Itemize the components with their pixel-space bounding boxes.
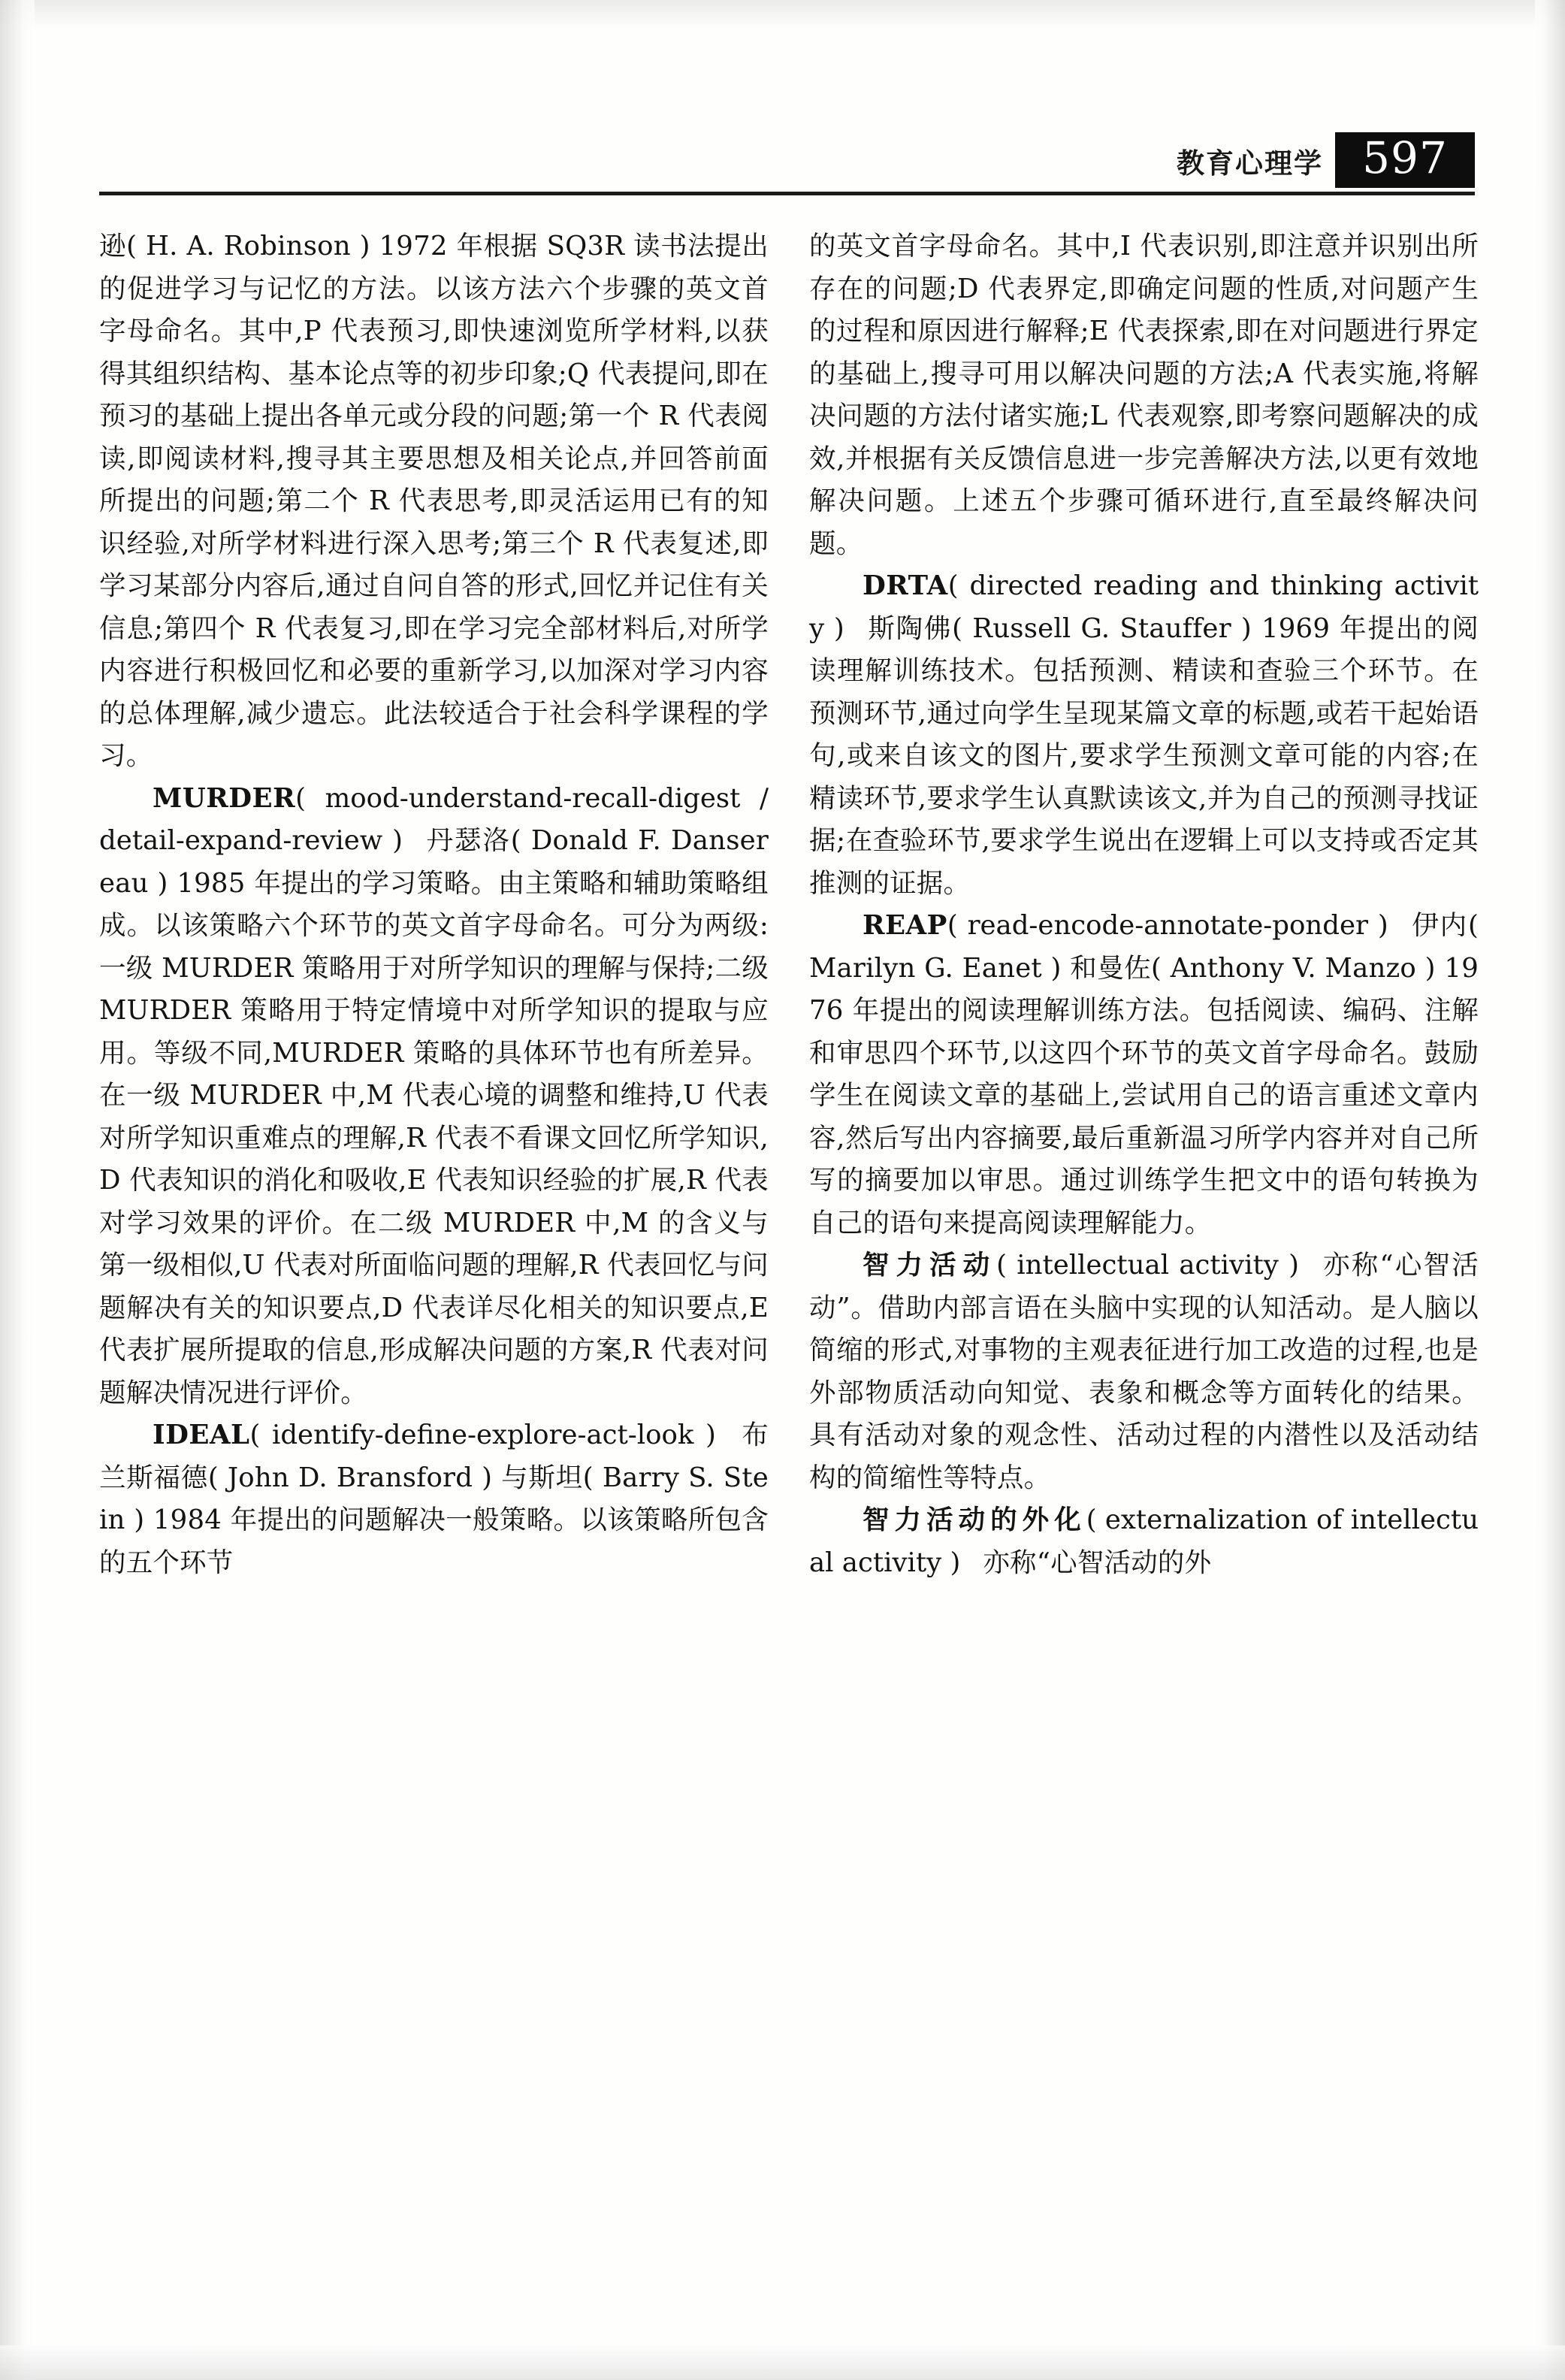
right-column: [809, 225, 1479, 1584]
entry-english-gloss: ( intellectual activity ): [996, 1250, 1299, 1281]
entry-definition-text: 布兰斯福德( John D. Bransford ) 与斯坦( Barry S. Stein ) 1984 年提出的问题解决一般策略。以该策略所包含的五个环节: [99, 1420, 769, 1578]
entry-headword: IDEAL: [153, 1420, 250, 1450]
body-columns: [99, 225, 1479, 1584]
dictionary-entry: [809, 905, 1479, 1244]
running-head-inner: [1177, 132, 1475, 188]
scan-edge-left: [0, 0, 35, 2380]
entry-headword: 智力活动: [863, 1250, 997, 1281]
entry-definition-text: 伊内( Marilyn G. Eanet ) 和曼佐( Anthony V. Manzo ) 1976 年提出的阅读理解训练方法。包括阅读、编码、注解和审思四个环节,以这四个环节的英文首字母命名。鼓励学生在阅读文章的基础上,尝试用自己的语言重述文章内容,然后写出内容摘要,最后重新温习所学内容并对自己所写的摘要加以审思。通过训练学生把文中的语句转换为自己的语句来提高阅读理解能力。: [809, 910, 1479, 1238]
entry-headword: REAP: [863, 910, 947, 941]
scan-edge-right: [1535, 0, 1565, 2380]
entry-headword: MURDER: [153, 782, 296, 814]
entry-definition-text: 斯陶佛( Russell G. Stauffer ) 1969 年提出的阅读理解训练技术。包括预测、精读和查验三个环节。在预测环节,通过向学生呈现某篇文章的标题,或若干起始语句,或来自该文的图片,要求学生预测文章可能的内容;在精读环节,要求学生认真默读该文,并为自己的预测寻找证据;在查验环节,要求学生说出在逻辑上可以支持或否定其推测的证据。: [809, 612, 1479, 899]
dictionary-entry: [99, 1414, 769, 1584]
entry-english-gloss: ( identify-define-explore-act-look ): [249, 1420, 716, 1450]
entry-english-gloss: ( read-encode-annotate-ponder ): [947, 910, 1388, 941]
page-number: 597: [1335, 132, 1475, 188]
entry-english-gloss: ( mood-understand-recall-digest / detail-expand-review ): [99, 782, 769, 856]
entry-headword: 智力活动的外化: [863, 1505, 1086, 1535]
entry-headword: DRTA: [863, 570, 948, 601]
dictionary-entry: [99, 778, 769, 1415]
entry-definition-text: 丹瑟洛( Donald F. Dansereau ) 1985 年提出的学习策略。由主策略和辅助策略组成。以该策略六个环节的英文首字母命名。可分为两级:一级 MURDER 策略用于对所学知识的理解与保持;二级 MURDER 策略用于特定情境中对所学知识的提取与应用。等级不同,MURDER 策略的具体环节也有所差异。在一级 MURDER 中,M 代表心境的调整和维持,U 代表对所学知识重难点的理解,R 代表不看课文回忆所学知识,D 代表知识的消化和吸收,E 代表知识经验的扩展,R 代表对学习效果的评价。在二级 MURDER 中,M 的含义与第一级相似,U 代表对所面临问题的理解,R 代表回忆与问题解决有关的知识要点,D 代表详尽化相关的知识要点,E 代表扩展所提取的信息,形成解决问题的方案,R 代表对问题解决情况进行评价。: [99, 825, 769, 1408]
entry-definition-text: 逊( H. A. Robinson ) 1972 年根据 SQ3R 读书法提出的促进学习与记忆的方法。以该方法六个步骤的英文首字母命名。其中,P 代表预习,即快速浏览所学材料,以获得其组织结构、基本论点等的初步印象;Q 代表提问,即在预习的基础上提出各单元或分段的问题;第一个 R 代表阅读,即阅读材料,搜寻其主要思想及相关论点,并回答前面所提出的问题;第二个 R 代表思考,即灵活运用已有的知识经验,对所学材料进行深入思考;第三个 R 代表复述,即学习某部分内容后,通过自问自答的形式,回忆并记住有关信息;第四个 R 代表复习,即在学习完全部材料后,对所学内容进行积极回忆和必要的重新学习,以加深对学习内容的总体理解,减少遗忘。此法较适合于社会科学课程的学习。: [99, 231, 769, 771]
entry-definition-text: 的英文首字母命名。其中,I 代表识别,即注意并识别出所存在的问题;D 代表界定,即确定问题的性质,对问题产生的过程和原因进行解释;E 代表探索,即在对问题进行界定的基础上,搜寻可用以解决问题的方法;A 代表实施,将解决问题的方法付诸实施;L 代表观察,即考察问题解决的成效,并根据有关反馈信息进一步完善解决方法,以更有效地解决问题。上述五个步骤可循环进行,直至最终解决问题。: [809, 231, 1479, 559]
entry-definition-text: 亦称“心智活动的外: [983, 1547, 1212, 1578]
left-column: [99, 225, 769, 1584]
scan-edge-bottom: [0, 2345, 1565, 2380]
dictionary-entry: [809, 1244, 1479, 1499]
body-paragraph: [99, 225, 769, 778]
dictionary-entry: [809, 565, 1479, 905]
header-rule: [99, 192, 1475, 195]
entry-english-gloss: ( externalization of intellectual activity ): [809, 1505, 1479, 1578]
entry-definition-text: 亦称“心智活动”。借助内部言语在头脑中实现的认知活动。是人脑以简缩的形式,对事物的主观表征进行加工改造的过程,也是外部物质活动向知觉、表象和概念等方面转化的结果。具有活动对象的观念性、活动过程的内潜性以及活动结构的简缩性等特点。: [809, 1250, 1479, 1493]
body-paragraph: [809, 225, 1479, 565]
scan-edge-top: [0, 0, 1565, 27]
book-section-title: 教育心理学: [1177, 147, 1323, 180]
dictionary-entry: [809, 1499, 1479, 1584]
entry-english-gloss: ( directed reading and thinking activity ): [809, 570, 1479, 644]
running-head: [99, 126, 1475, 195]
